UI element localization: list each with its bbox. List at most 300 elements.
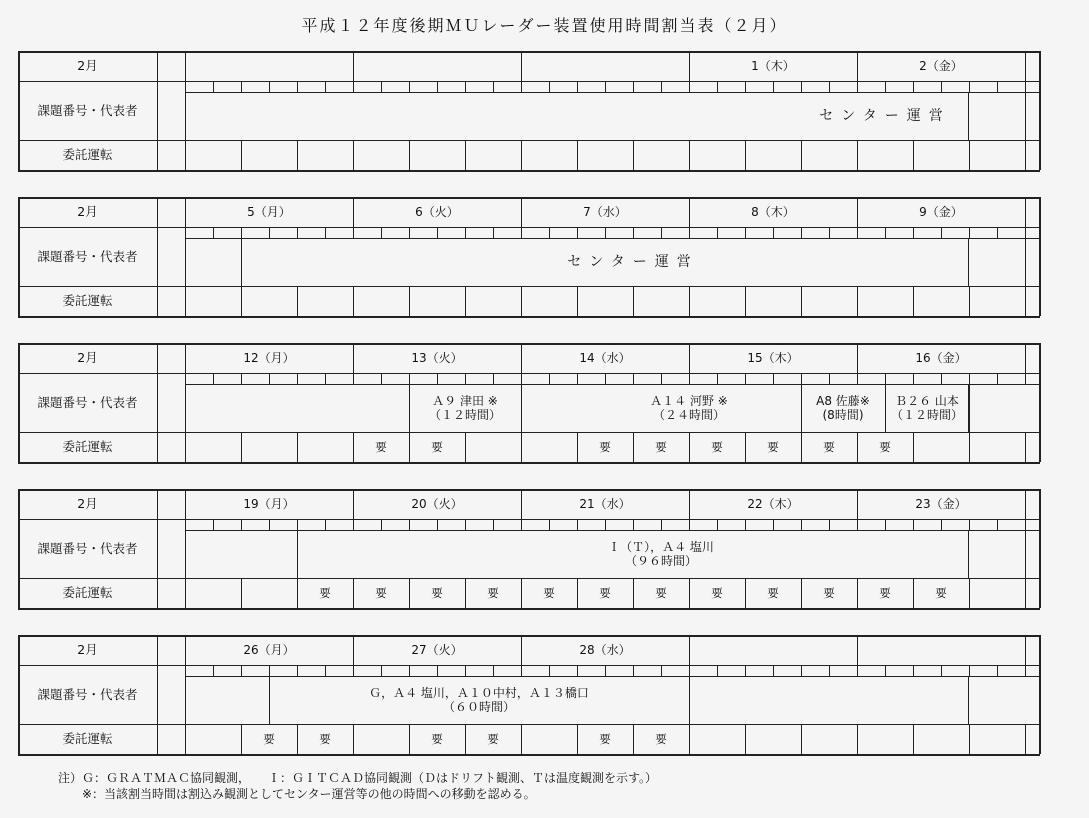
hour-tick [913,665,914,676]
month-label: 2月 [77,58,98,73]
consign-cell-divider [969,432,970,462]
hour-tick [717,665,718,676]
consign-cell-divider [745,140,746,170]
hour-tick [241,81,242,92]
hour-tick [465,519,466,530]
booking-label: A8 佐藤※ [816,394,870,408]
consign-cell-divider [241,578,242,608]
hour-tick [745,519,746,530]
hour-tick [997,373,998,384]
consign-required-mark: 要 [431,586,443,600]
consign-cell-divider [633,140,634,170]
week-end-divider [968,676,969,724]
hour-tick [325,227,326,238]
label-column-divider [157,635,158,754]
consign-required-mark: 要 [319,586,331,600]
hour-row-divider [185,384,1039,385]
consign-cell-divider [689,140,690,170]
project-label: 課題番号・代表者 [37,249,138,264]
page-title: 平成１２年度後期ＭＵレーダー装置使用時間割当表（２月） [301,16,788,35]
consign-cell-divider [241,286,242,316]
day-header: 12（月） [243,351,295,365]
hour-tick [325,665,326,676]
consign-cell-divider [465,140,466,170]
label-column-divider [157,197,158,316]
booking-label: Ｉ（Ｔ），Ａ４ 塩川 [608,540,714,554]
consign-cell-divider [913,140,914,170]
project-label: 課題番号・代表者 [37,395,138,410]
consign-cell-divider [185,724,186,754]
day-header: 20（火） [411,497,463,511]
consign-required-mark: 要 [935,586,947,600]
hour-tick [633,665,634,676]
hour-tick [829,373,830,384]
hour-tick [661,81,662,92]
booking-label: Ａ９ 津田 ※ [432,394,498,408]
consign-required-mark: 要 [487,732,499,746]
hour-tick [521,519,522,530]
booking-label: センター運営 [819,108,951,124]
hour-tick [605,373,606,384]
day-header: 2（金） [919,59,963,73]
consign-cell-divider [241,432,242,462]
hour-tick [409,373,410,384]
day-header: 15（木） [747,351,799,365]
hour-tick [969,227,970,238]
hour-tick [1025,373,1026,384]
consign-cell-divider [185,286,186,316]
consign-cell-divider [801,286,802,316]
day-divider [1025,635,1026,665]
hour-tick [521,665,522,676]
day-divider [185,51,186,81]
day-header: 1（木） [751,59,795,73]
consign-label: 委託運転 [62,293,113,308]
consign-required-mark: 要 [599,586,611,600]
day-divider [689,635,690,665]
consign-cell-divider [1025,724,1026,754]
table-border-bottom [18,754,1040,756]
day-header: 21（水） [579,497,631,511]
day-header: 5（月） [247,205,291,219]
hour-tick [829,227,830,238]
hour-tick [353,519,354,530]
hour-tick [409,665,410,676]
hour-tick [773,665,774,676]
hour-tick [213,81,214,92]
consign-cell-divider [353,140,354,170]
consign-required-mark: 要 [823,440,835,454]
hour-tick [521,373,522,384]
consign-cell-divider [1025,140,1026,170]
hour-tick [241,227,242,238]
hour-tick [913,81,914,92]
row-divider [18,140,1039,141]
footnotes [58,770,657,802]
week-table [0,489,1089,613]
project-label: 課題番号・代表者 [37,541,138,556]
consign-cell-divider [409,286,410,316]
hour-tick [213,227,214,238]
consign-cell-divider [969,724,970,754]
table-border-right [1039,343,1041,462]
consign-cell-divider [857,724,858,754]
hour-tick [857,373,858,384]
day-header: 7（水） [583,205,627,219]
hour-tick [773,373,774,384]
booking-hours: （１２時間） [428,408,501,422]
hour-tick [633,519,634,530]
week-table [0,197,1089,321]
hour-tick [605,227,606,238]
hour-tick [353,227,354,238]
day-header: 23（金） [915,497,967,511]
month-label: 2月 [77,642,98,657]
hour-tick [465,665,466,676]
consign-required-mark: 要 [823,586,835,600]
hour-tick [941,81,942,92]
consign-cell-divider [465,432,466,462]
hour-tick [745,665,746,676]
consign-cell-divider [521,432,522,462]
hour-tick [409,519,410,530]
hour-tick [353,373,354,384]
consign-required-mark: 要 [879,440,891,454]
consign-cell-divider [521,724,522,754]
hour-tick [437,227,438,238]
month-label: 2月 [77,496,98,511]
booking-label: センター運営 [567,254,699,270]
hour-tick [465,81,466,92]
consign-cell-divider [969,286,970,316]
hour-tick [661,519,662,530]
consign-cell-divider [633,286,634,316]
consign-cell-divider [969,140,970,170]
booking-hours: (8時間) [822,408,864,422]
consign-required-mark: 要 [879,586,891,600]
hour-tick [941,373,942,384]
hour-tick [605,81,606,92]
hour-tick [353,81,354,92]
hour-tick [689,373,690,384]
hour-tick [185,373,186,384]
hour-tick [913,373,914,384]
consign-cell-divider [185,432,186,462]
booking-label: Ｂ２６ 山本 [895,394,959,408]
consign-required-mark: 要 [655,586,667,600]
consign-cell-divider [465,286,466,316]
hour-row-divider [185,676,1039,677]
consign-cell-divider [689,724,690,754]
hour-tick [297,81,298,92]
booking-hours: （６０時間） [442,700,515,714]
hour-tick [885,227,886,238]
consign-cell-divider [801,140,802,170]
hour-tick [717,373,718,384]
consign-cell-divider [297,286,298,316]
hour-tick [1025,519,1026,530]
day-header: 14（水） [579,351,631,365]
consign-required-mark: 要 [319,732,331,746]
hour-tick [605,665,606,676]
week-table [0,51,1089,175]
hour-tick [465,373,466,384]
project-label: 課題番号・代表者 [37,687,138,702]
hour-tick [493,665,494,676]
consign-required-mark: 要 [655,440,667,454]
consign-required-mark: 要 [487,586,499,600]
hour-tick [549,519,550,530]
consign-cell-divider [913,724,914,754]
day-divider [1025,343,1026,373]
consign-cell-divider [241,140,242,170]
consign-required-mark: 要 [431,732,443,746]
consign-cell-divider [185,140,186,170]
day-header: 22（木） [747,497,799,511]
hour-tick [913,519,914,530]
consign-required-mark: 要 [599,732,611,746]
consign-required-mark: 要 [543,586,555,600]
hour-tick [661,373,662,384]
hour-tick [605,519,606,530]
table-border-right [1039,489,1041,608]
hour-tick [857,665,858,676]
hour-tick [325,519,326,530]
hour-tick [857,227,858,238]
hour-tick [381,373,382,384]
day-header: 16（金） [915,351,967,365]
footnote-interrupt: ※：当該割当時間は割込み観測としてセンター運営等の他の時間への移動を認める。 [58,787,536,801]
hour-tick [493,227,494,238]
hour-tick [745,227,746,238]
consign-cell-divider [297,432,298,462]
hour-tick [549,81,550,92]
row-divider [18,724,1039,725]
hour-tick [493,81,494,92]
hour-tick [325,373,326,384]
footnote-legend: 注）Ｇ：ＧＲＡＴＭＡＣ協同観測， Ｉ：ＧＩＴＣＡＤ協同観測（Ｄはドリフト観測、Ｔは温度観測を示す。） [58,771,658,785]
hour-tick [269,227,270,238]
hour-tick [241,665,242,676]
hour-tick [465,227,466,238]
booking-divider [1025,238,1026,286]
hour-tick [773,227,774,238]
project-label: 課題番号・代表者 [37,103,138,118]
hour-tick [829,81,830,92]
hour-tick [269,665,270,676]
hour-tick [241,373,242,384]
label-column-divider [157,51,158,170]
hour-tick [997,227,998,238]
hour-tick [689,227,690,238]
hour-tick [297,665,298,676]
hour-tick [633,373,634,384]
hour-tick [745,81,746,92]
hour-tick [577,373,578,384]
day-header: 19（月） [243,497,295,511]
booking-hours: （２４時間） [652,408,725,422]
consign-cell-divider [1025,578,1026,608]
consign-cell-divider [857,286,858,316]
consign-required-mark: 要 [711,586,723,600]
consign-cell-divider [577,140,578,170]
consign-cell-divider [297,140,298,170]
table-border-bottom [18,316,1040,318]
day-divider [521,51,522,81]
hour-tick [213,665,214,676]
hour-tick [213,519,214,530]
consign-required-mark: 要 [767,586,779,600]
hour-tick [409,81,410,92]
hour-tick [213,373,214,384]
hour-tick [241,519,242,530]
hour-tick [633,227,634,238]
hour-tick [857,81,858,92]
day-divider [353,51,354,81]
label-column-divider [157,489,158,608]
hour-tick [381,81,382,92]
hour-tick [941,227,942,238]
hour-tick [381,519,382,530]
consign-required-mark: 要 [263,732,275,746]
table-border-bottom [18,608,1040,610]
row-divider [18,286,1039,287]
consign-label: 委託運転 [62,731,113,746]
consign-label: 委託運転 [62,147,113,162]
consign-required-mark: 要 [655,732,667,746]
hour-tick [577,519,578,530]
hour-tick [969,373,970,384]
table-border-bottom [18,462,1040,464]
month-label: 2月 [77,350,98,365]
week-table [0,635,1089,759]
hour-tick [1025,665,1026,676]
consign-label: 委託運転 [62,439,113,454]
hour-tick [269,373,270,384]
hour-tick [801,81,802,92]
hour-tick [493,519,494,530]
hour-tick [577,81,578,92]
hour-tick [185,665,186,676]
consign-cell-divider [745,286,746,316]
consign-cell-divider [1025,432,1026,462]
consign-cell-divider [857,140,858,170]
hour-tick [269,519,270,530]
table-border-bottom [18,170,1040,172]
hour-tick [829,665,830,676]
day-header: 26（月） [243,643,295,657]
hour-tick [185,519,186,530]
day-header: 13（火） [411,351,463,365]
day-header: 28（水） [579,643,631,657]
booking-divider [1025,530,1026,578]
table-border-right [1039,197,1041,316]
hour-tick [969,81,970,92]
hour-tick [297,373,298,384]
hour-tick [1025,227,1026,238]
booking-divider [969,384,970,432]
consign-required-mark: 要 [767,440,779,454]
hour-tick [801,373,802,384]
hour-tick [773,519,774,530]
hour-tick [549,227,550,238]
hour-tick [437,665,438,676]
hour-tick [549,665,550,676]
day-header: 6（火） [415,205,459,219]
hour-tick [689,665,690,676]
consign-cell-divider [913,432,914,462]
consign-cell-divider [353,724,354,754]
day-divider [1025,489,1026,519]
booking-hours: （１２時間） [890,408,963,422]
consign-required-mark: 要 [711,440,723,454]
hour-tick [885,665,886,676]
booking-divider [521,384,522,432]
consign-required-mark: 要 [431,440,443,454]
consign-cell-divider [521,286,522,316]
hour-tick [381,227,382,238]
hour-tick [689,81,690,92]
consign-required-mark: 要 [375,440,387,454]
hour-tick [549,373,550,384]
hour-tick [437,519,438,530]
hour-tick [801,665,802,676]
hour-tick [717,519,718,530]
hour-tick [885,81,886,92]
consign-cell-divider [353,286,354,316]
hour-tick [801,519,802,530]
consign-required-mark: 要 [599,440,611,454]
hour-tick [577,665,578,676]
hour-tick [997,665,998,676]
hour-tick [381,665,382,676]
hour-tick [661,227,662,238]
booking-hours: （９６時間） [624,554,697,568]
day-header: 9（金） [919,205,963,219]
hour-tick [297,227,298,238]
month-label: 2月 [77,204,98,219]
hour-tick [437,81,438,92]
consign-cell-divider [521,140,522,170]
label-column-divider [157,343,158,462]
consign-cell-divider [745,724,746,754]
consign-cell-divider [913,286,914,316]
hour-tick [885,373,886,384]
day-header: 27（火） [411,643,463,657]
hour-tick [773,81,774,92]
hour-tick [829,519,830,530]
hour-tick [297,519,298,530]
consign-cell-divider [969,578,970,608]
hour-tick [689,519,690,530]
consign-cell-divider [1025,286,1026,316]
hour-tick [913,227,914,238]
hour-tick [885,519,886,530]
hour-tick [521,81,522,92]
day-divider [1025,51,1026,81]
hour-tick [969,519,970,530]
booking-label: Ｇ，Ａ４ 塩川，Ａ１０中村，Ａ１３橋口 [369,686,589,700]
hour-tick [353,665,354,676]
consign-cell-divider [689,286,690,316]
hour-tick [269,81,270,92]
hour-tick [185,81,186,92]
week-table [0,343,1089,467]
hour-tick [997,519,998,530]
hour-tick [521,227,522,238]
booking-label: Ａ１４ 河野 ※ [650,394,728,408]
hour-tick [633,81,634,92]
